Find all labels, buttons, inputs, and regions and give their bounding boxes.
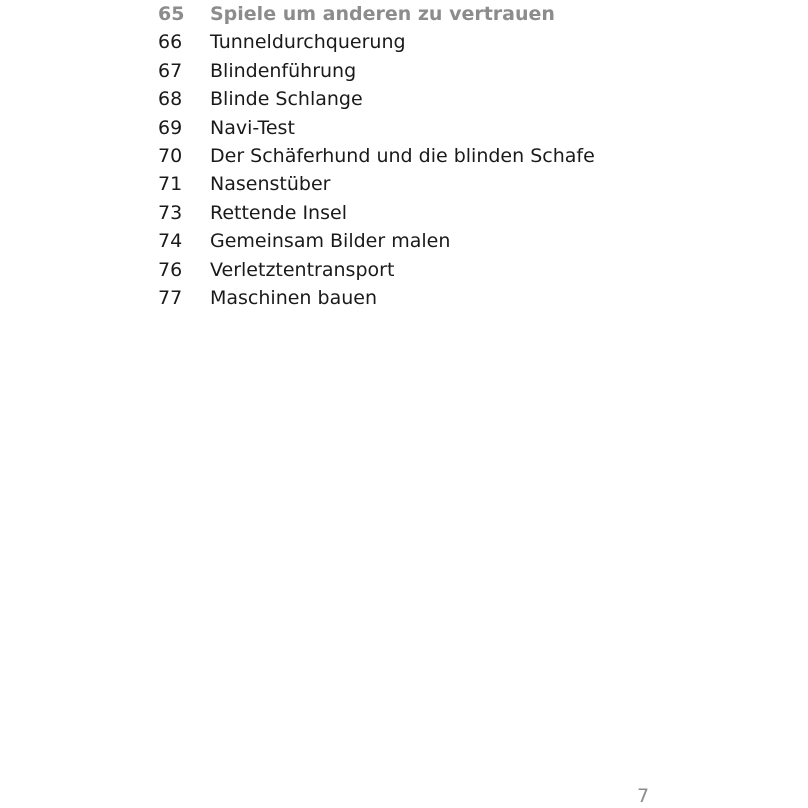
toc-entry-title: Maschinen bauen — [210, 286, 377, 309]
toc-entry — [158, 142, 595, 170]
table-of-contents — [158, 0, 595, 312]
toc-entry — [158, 284, 595, 312]
toc-page-number: 68 — [158, 88, 183, 111]
toc-page-number: 65 — [158, 3, 185, 25]
toc-entry-title: Navi-Test — [210, 116, 295, 139]
toc-page-number: 74 — [158, 230, 183, 253]
toc-entry-title: Rettende Insel — [210, 201, 347, 224]
toc-entry — [158, 227, 595, 255]
toc-section-heading — [158, 0, 595, 28]
toc-entry — [158, 114, 595, 142]
toc-entry-title: Blinde Schlange — [210, 88, 363, 111]
toc-page-number: 69 — [158, 116, 183, 139]
toc-page-number: 67 — [158, 59, 183, 82]
page-number: 7 — [637, 785, 650, 807]
toc-page-number: 77 — [158, 286, 183, 309]
toc-entry-title: Nasenstüber — [210, 173, 331, 196]
toc-entry — [158, 28, 595, 56]
toc-page-number: 76 — [158, 258, 183, 281]
toc-entry-title: Verletztentransport — [210, 258, 395, 281]
toc-page-number: 73 — [158, 201, 183, 224]
toc-entry-title: Blindenführung — [210, 59, 357, 82]
toc-page-number: 70 — [158, 144, 183, 167]
toc-page-number: 71 — [158, 173, 183, 196]
toc-entry — [158, 85, 595, 113]
toc-section-title: Spiele um anderen zu vertrauen — [210, 3, 555, 25]
toc-entry — [158, 199, 595, 227]
toc-page-number: 66 — [158, 31, 183, 54]
toc-entry-title: Gemeinsam Bilder malen — [210, 230, 451, 253]
toc-entry-title: Der Schäferhund und die blinden Schafe — [210, 144, 595, 167]
toc-entry-title: Tunneldurchquerung — [210, 31, 406, 54]
toc-entry — [158, 57, 595, 85]
toc-entry — [158, 170, 595, 198]
toc-entry — [158, 256, 595, 284]
